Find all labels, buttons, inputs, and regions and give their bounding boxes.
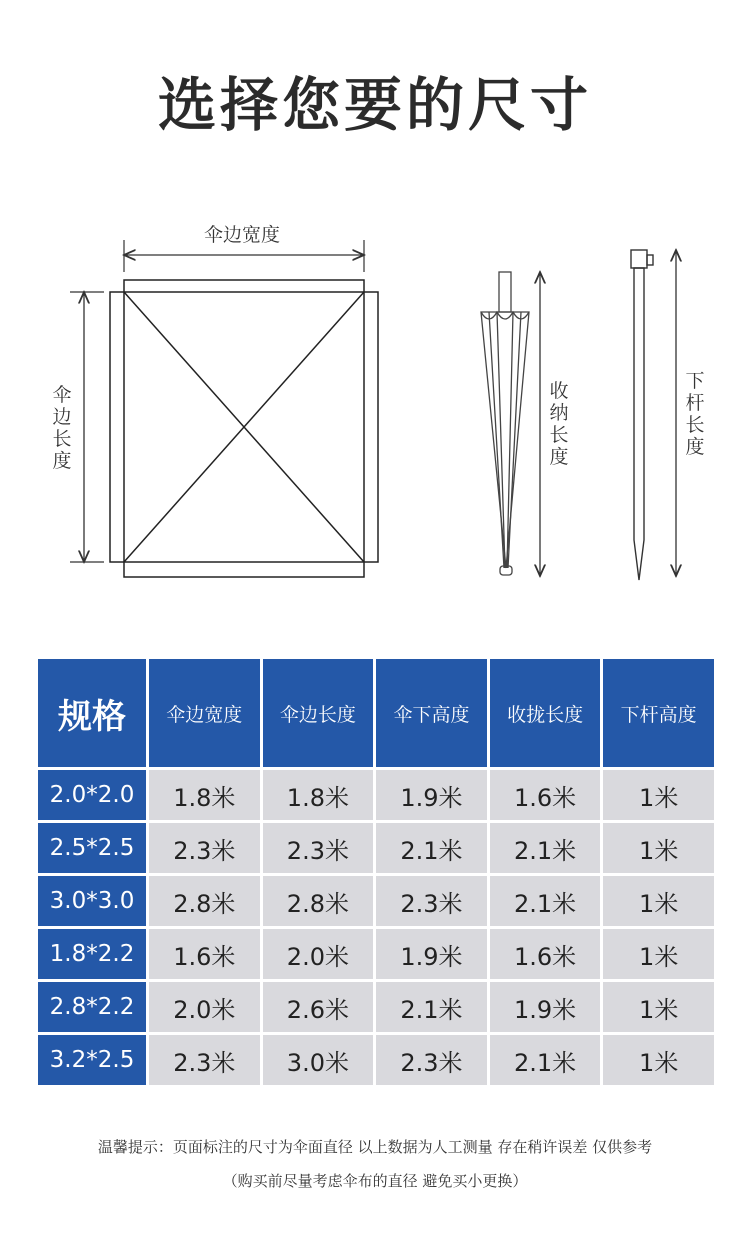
table-row [38,929,714,979]
table-cell: 1.6米 [149,929,260,979]
table-cell: 1米 [603,823,714,873]
table-cell: 2.0米 [263,929,374,979]
row-spec: 2.5*2.5 [38,823,146,873]
table-cell: 1.8米 [263,770,374,820]
row-spec: 3.0*3.0 [38,876,146,926]
warm-tip-note: 温馨提示：页面标注的尺寸为伞面直径 以上数据为人工测量 存在稍许误差 仅供参考 [97,1138,653,1156]
row-spec: 1.8*2.2 [38,929,146,979]
table-cell: 1.9米 [490,982,601,1032]
header-spec: 规格 [38,659,146,767]
table-cell: 2.1米 [490,823,601,873]
header-length: 伞边长度 [263,659,374,767]
table-cell: 1.6米 [490,929,601,979]
width-label: 伞边宽度 [204,224,281,246]
table-row [38,1035,714,1085]
table-cell: 2.1米 [376,982,487,1032]
table-cell: 2.8米 [149,876,260,926]
table-cell: 1米 [603,876,714,926]
table-cell: 2.8米 [263,876,374,926]
table-row [38,876,714,926]
table-cell: 2.3米 [149,823,260,873]
table-cell: 1.9米 [376,929,487,979]
table-cell: 2.3米 [376,876,487,926]
table-row [38,982,714,1032]
pole-label: 下杆长度 [685,370,705,458]
table-header-row [38,659,714,767]
table-cell: 2.3米 [263,823,374,873]
canopy-square [110,280,378,577]
row-spec: 3.2*2.5 [38,1035,146,1085]
header-pole: 下杆高度 [603,659,714,767]
table-cell: 2.3米 [149,1035,260,1085]
header-width: 伞边宽度 [149,659,260,767]
page-title: 选择您要的尺寸 [157,71,592,139]
table-cell: 1米 [603,929,714,979]
folded-label: 收纳长度 [549,380,569,468]
table-cell: 1米 [603,982,714,1032]
table-cell: 2.6米 [263,982,374,1032]
table-cell: 1.9米 [376,770,487,820]
table-cell: 3.0米 [263,1035,374,1085]
table-cell: 1.8米 [149,770,260,820]
table-cell: 2.0米 [149,982,260,1032]
length-label: 伞边长度 [52,384,72,472]
table-cell: 1米 [603,770,714,820]
folded-umbrella [481,272,529,575]
table-cell: 2.1米 [490,1035,601,1085]
table-cell: 2.1米 [490,876,601,926]
purchase-note: （购买前尽量考虑伞布的直径 避免买小更换） [222,1172,528,1190]
table-cell: 1.6米 [490,770,601,820]
header-height: 伞下高度 [376,659,487,767]
header-folded: 收拢长度 [490,659,601,767]
table-cell: 2.3米 [376,1035,487,1085]
table-row [38,770,714,820]
table-row [38,823,714,873]
row-spec: 2.0*2.0 [38,770,146,820]
lower-pole [631,250,653,580]
table-cell: 1米 [603,1035,714,1085]
row-spec: 2.8*2.2 [38,982,146,1032]
table-cell: 2.1米 [376,823,487,873]
spec-table [35,656,717,1088]
